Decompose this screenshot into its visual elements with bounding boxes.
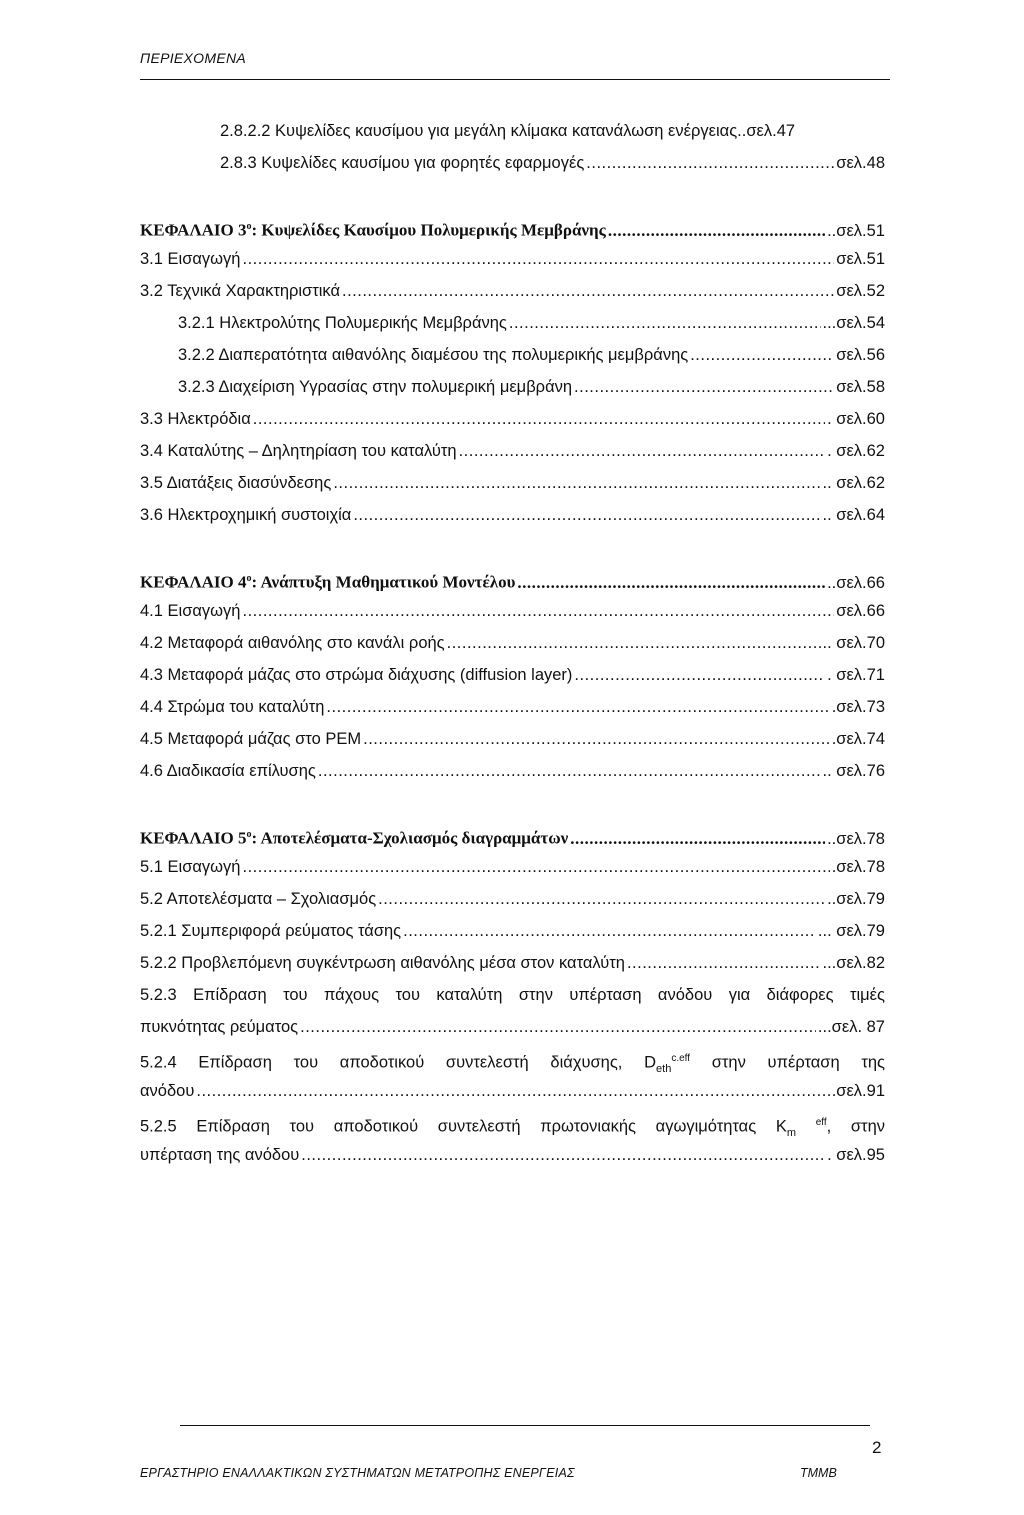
toc-entry-page: σελ.58 bbox=[836, 378, 885, 396]
toc-entry bbox=[140, 499, 885, 531]
page-number: 2 bbox=[872, 1438, 882, 1457]
toc-entry bbox=[140, 371, 885, 403]
toc-entry-line1: 5.2.5 Επίδραση του αποδοτικού συντελεστή πρωτονιακής αγωγιμότητας $K_m$ $^{eff}$, στην bbox=[140, 1117, 886, 1139]
toc-entry-text: 3.2.1 Ηλεκτρολύτης Πολυμερικής Μεμβράνης bbox=[178, 314, 507, 332]
toc-entry bbox=[140, 691, 885, 723]
leader-dots bbox=[517, 567, 825, 599]
leader-dots bbox=[627, 947, 821, 979]
toc-entry-page: ...σελ.54 bbox=[822, 314, 885, 332]
toc-entry-page: ..σελ.79 bbox=[827, 890, 885, 908]
leader-dots bbox=[318, 755, 821, 787]
toc-entry-page: .. σελ.64 bbox=[822, 506, 885, 524]
leader-dots bbox=[574, 371, 834, 403]
toc-entry bbox=[140, 851, 885, 883]
toc-entry bbox=[140, 147, 885, 179]
toc-entry-page: ..σελ.66 bbox=[827, 573, 885, 592]
leader-dots bbox=[253, 403, 825, 435]
toc-entry bbox=[140, 883, 885, 915]
toc-entry-text: 3.5 Διατάξεις διασύνδεσης bbox=[140, 474, 332, 492]
leader-dots bbox=[574, 659, 825, 691]
leader-dots bbox=[447, 627, 821, 659]
toc-entry-text: 2.8.3 Κυψελίδες καυσίμου για φορητές εφαρμογές bbox=[220, 154, 585, 172]
toc-entry bbox=[140, 435, 885, 467]
chapter-heading: ΚΕΦΑΛΑΙΟ $5^o$: Αποτελέσματα-Σχολιασμός διαγραμμάτων ..... ..σελ.78 bbox=[140, 819, 885, 851]
chapter-subtitle: : Κυψελίδες Καυσίμου Πολυμερικής Μεμβράνης bbox=[251, 220, 606, 240]
leader-dots bbox=[196, 1075, 829, 1107]
toc-entry-text: 4.6 Διαδικασία επίλυσης bbox=[140, 762, 316, 780]
toc-entry-text: 4.4 Στρώμα του καταλύτη bbox=[140, 698, 325, 716]
toc-entry-text: 3.6 Ηλεκτροχημική συστοιχία bbox=[140, 506, 352, 524]
leader-dots bbox=[570, 823, 825, 855]
footer-divider bbox=[180, 1425, 870, 1426]
toc-entry bbox=[140, 1139, 885, 1171]
toc-entry bbox=[140, 1011, 885, 1043]
page-header-title: ΠΕΡΙΕΧΟΜΕΝΑ bbox=[140, 50, 247, 66]
toc-entry-text: 5.1 Εισαγωγή bbox=[140, 858, 241, 876]
toc-entry-page: .σελ.78 bbox=[831, 858, 885, 876]
toc-entry-page: σελ.52 bbox=[836, 282, 885, 300]
toc-entry-page: ... σελ.79 bbox=[817, 922, 885, 940]
toc-entry-page: . σελ.95 bbox=[827, 1146, 885, 1164]
toc-entry-page: ..σελ.51 bbox=[827, 221, 885, 240]
leader-dots bbox=[363, 723, 830, 755]
toc-entry-text: 4.1 Εισαγωγή bbox=[140, 602, 241, 620]
header-divider bbox=[140, 79, 890, 80]
toc-entry-text: πυκνότητας ρεύματος bbox=[140, 1018, 299, 1036]
leader-dots bbox=[242, 851, 829, 883]
toc-entry bbox=[140, 275, 885, 307]
leader-dots bbox=[353, 499, 820, 531]
toc-entry bbox=[140, 915, 885, 947]
toc-entry-page: . σελ.71 bbox=[827, 666, 885, 684]
leader-dots bbox=[326, 691, 829, 723]
table-of-contents bbox=[140, 115, 885, 1171]
chapter-title: ΚΕΦΑΛΑΙΟ 4 bbox=[140, 572, 247, 592]
leader-dots bbox=[301, 1139, 825, 1171]
leader-dots bbox=[459, 435, 826, 467]
toc-entry-text: 4.5 Μεταφορά μάζας στο PEM bbox=[140, 730, 362, 748]
toc-entry bbox=[140, 723, 885, 755]
toc-entry-page: σελ.56 bbox=[836, 346, 885, 364]
toc-entry-line1: 5.2.3 Επίδραση του πάχους του καταλύτη στην υπέρταση ανόδου για διάφορες τιμές bbox=[140, 986, 885, 1004]
toc-entry bbox=[140, 755, 885, 787]
chapter-title: ΚΕΦΑΛΑΙΟ 5 bbox=[140, 828, 247, 848]
toc-entry-line1: 5.2.4 Επίδραση του αποδοτικού συντελεστή διάχυσης, $D_{eth}^{c.eff}$ στην υπέρταση της bbox=[140, 1053, 885, 1075]
toc-entry bbox=[140, 627, 885, 659]
leader-dots bbox=[342, 275, 834, 307]
toc-entry-text: 5.2.1 Συμπεριφορά ρεύματος τάσης bbox=[140, 922, 402, 940]
leader-dots bbox=[300, 1011, 816, 1043]
toc-entry bbox=[140, 595, 885, 627]
toc-entry-text: 4.2 Μεταφορά αιθανόλης στο κανάλι ροής bbox=[140, 634, 445, 652]
toc-entry-text: υπέρταση της ανόδου bbox=[140, 1146, 300, 1164]
toc-entry-page: . σελ.60 bbox=[827, 410, 885, 428]
chapter-subtitle: : Ανάπτυξη Μαθηματικού Μοντέλου bbox=[251, 572, 516, 592]
toc-entry-text: 2.8.2.2 Κυψελίδες καυσίμου για μεγάλη κλίμακα κατανάλωση ενέργειας..σελ.47 bbox=[220, 122, 796, 140]
leader-dots bbox=[608, 215, 825, 247]
toc-entry-page: σελ.66 bbox=[836, 602, 885, 620]
toc-entry-text: 3.2.3 Διαχείριση Υγρασίας στην πολυμερική μεμβράνη bbox=[178, 378, 573, 396]
chapter-heading: ΚΕΦΑΛΑΙΟ $4^o$: Ανάπτυξη Μαθηματικού Μοντέλου ..... ..σελ.66 bbox=[140, 563, 885, 595]
toc-entry-text: 3.2.2 Διαπερατότητα αιθανόλης διαμέσου της πολυμερικής μεμβράνης bbox=[178, 346, 689, 364]
toc-entry-page: σελ.48 bbox=[836, 154, 885, 172]
toc-entry-page: ..σελ.78 bbox=[827, 829, 885, 848]
leader-dots bbox=[242, 243, 834, 275]
leader-dots bbox=[378, 883, 825, 915]
toc-entry-page: ...σελ.82 bbox=[822, 954, 885, 972]
chapter-title: ΚΕΦΑΛΑΙΟ 3 bbox=[140, 220, 247, 240]
toc-entry bbox=[140, 467, 885, 499]
leader-dots bbox=[333, 467, 820, 499]
toc-entry bbox=[140, 659, 885, 691]
toc-entry-text: 3.2 Τεχνικά Χαρακτηριστικά bbox=[140, 282, 341, 300]
leader-dots bbox=[509, 307, 821, 339]
toc-entry bbox=[140, 243, 885, 275]
footer-department: ΤΜΜΒ bbox=[800, 1466, 837, 1480]
toc-entry-text: 3.1 Εισαγωγή bbox=[140, 250, 241, 268]
toc-entry bbox=[140, 115, 885, 147]
toc-entry-text: 5.2.2 Προβλεπόμενη συγκέντρωση αιθανόλης μέσα στον καταλύτη bbox=[140, 954, 625, 972]
footer-lab-name: ΕΡΓΑΣΤΗΡΙΟ ΕΝΑΛΛΑΚΤΙΚΩΝ ΣΥΣΤΗΜΑΤΩΝ ΜΕΤΑΤΡΟΠΗΣ ΕΝΕΡΓΕΙΑΣ bbox=[140, 1466, 575, 1480]
leader-dots bbox=[586, 147, 834, 179]
leader-dots bbox=[690, 339, 834, 371]
toc-entry-text: 4.3 Μεταφορά μάζας στο στρώμα διάχυσης (diffusion layer) bbox=[140, 666, 573, 684]
toc-entry-page: .σελ.91 bbox=[831, 1082, 885, 1100]
toc-entry-text: 3.3 Ηλεκτρόδια bbox=[140, 410, 251, 428]
toc-entry bbox=[140, 339, 885, 371]
chapter-heading: ΚΕΦΑΛΑΙΟ $3^o$: Κυψελίδες Καυσίμου Πολυμερικής Μεμβράνης ..... ..σελ.51 bbox=[140, 211, 885, 243]
toc-entry bbox=[140, 947, 885, 979]
toc-entry bbox=[140, 1075, 885, 1107]
toc-entry-page: σελ.51 bbox=[836, 250, 885, 268]
leader-dots bbox=[242, 595, 834, 627]
toc-entry-text: ανόδου bbox=[140, 1082, 195, 1100]
toc-entry-page: . σελ.62 bbox=[827, 442, 885, 460]
chapter-subtitle: : Αποτελέσματα-Σχολιασμός διαγραμμάτων bbox=[251, 828, 569, 848]
toc-entry-page: .σελ.74 bbox=[831, 730, 885, 748]
toc-entry-page: .. σελ.62 bbox=[822, 474, 885, 492]
toc-entry-page: .. σελ.70 bbox=[822, 634, 885, 652]
leader-dots bbox=[403, 915, 816, 947]
toc-entry-page: ...σελ. 87 bbox=[817, 1018, 885, 1036]
toc-entry-text: 3.4 Καταλύτης – Δηλητηρίαση του καταλύτη bbox=[140, 442, 457, 460]
toc-entry-page: .σελ.73 bbox=[831, 698, 885, 716]
toc-entry bbox=[140, 307, 885, 339]
toc-entry bbox=[140, 403, 885, 435]
toc-entry-page: .. σελ.76 bbox=[822, 762, 885, 780]
toc-entry-text: 5.2 Αποτελέσματα – Σχολιασμός bbox=[140, 890, 377, 908]
